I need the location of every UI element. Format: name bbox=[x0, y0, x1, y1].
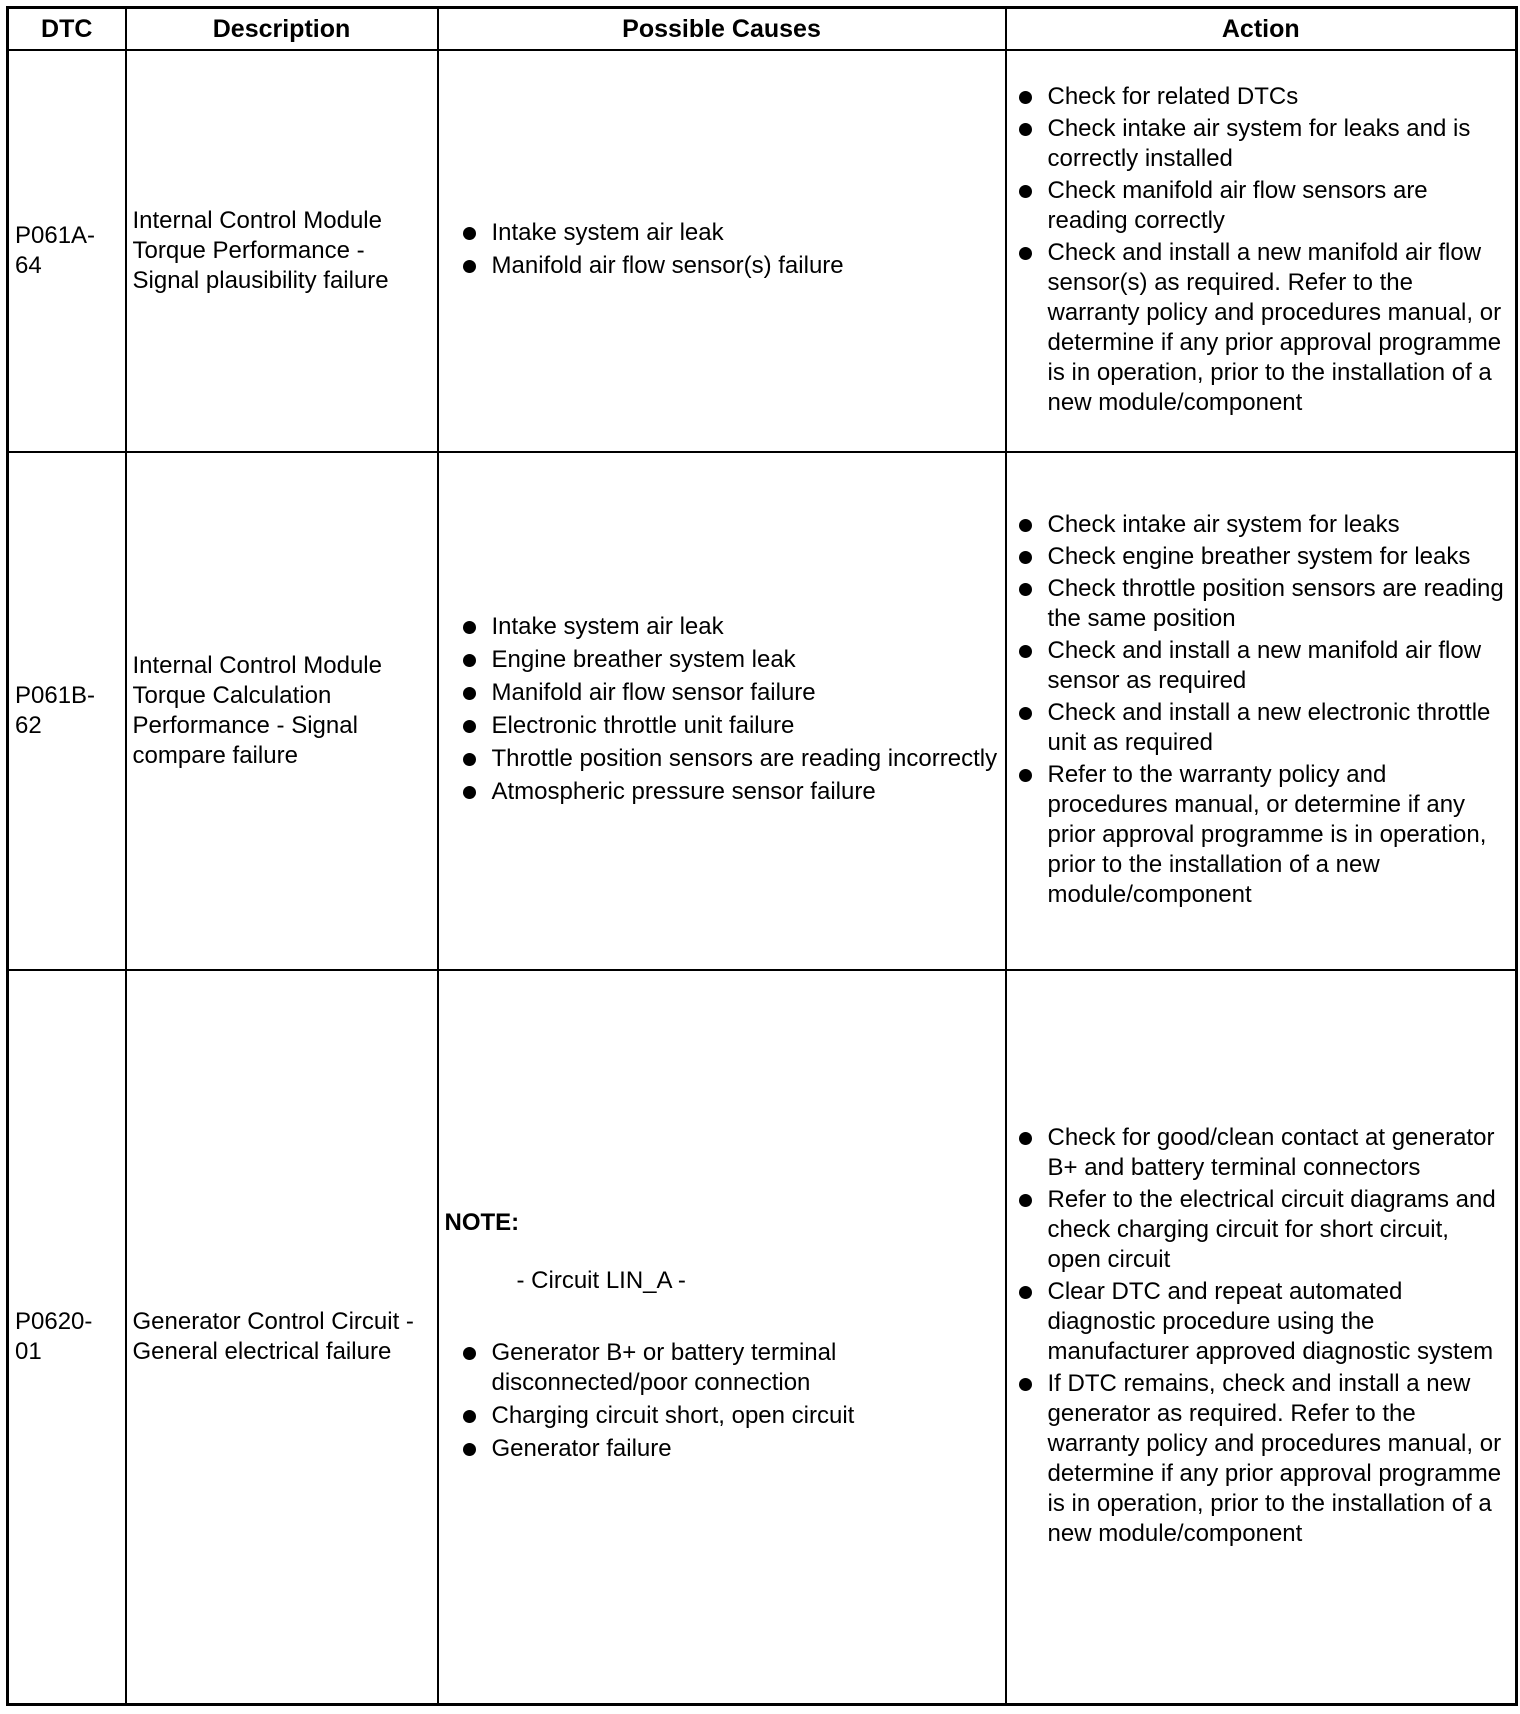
cause-item: Generator B+ or battery terminal disconnected/poor connection bbox=[445, 1338, 999, 1398]
dtc-description: Internal Control Module Torque Performance - Signal plausibility failure bbox=[126, 50, 438, 452]
note-text: - Circuit LIN_A - bbox=[516, 1266, 686, 1294]
cause-item: Charging circuit short, open circuit bbox=[445, 1401, 999, 1431]
action-item: Check throttle position sensors are reading the same position bbox=[1013, 574, 1510, 634]
action-cell bbox=[1006, 50, 1517, 452]
cause-item: Atmospheric pressure sensor failure bbox=[445, 777, 999, 807]
table-row bbox=[8, 50, 1517, 452]
action-item: Check for good/clean contact at generator B+ and battery terminal connectors bbox=[1013, 1123, 1510, 1183]
cause-item: Manifold air flow sensor failure bbox=[445, 678, 999, 708]
possible-causes-cell bbox=[438, 50, 1006, 452]
actions-list bbox=[1013, 82, 1510, 418]
action-item: Check intake air system for leaks and is correctly installed bbox=[1013, 114, 1510, 174]
possible-causes-cell bbox=[438, 452, 1006, 970]
action-item: Check and install a new manifold air flow sensor(s) as required. Refer to the warranty policy and procedures manual, or determine if any prior approval programme is in operation, prior to the installation of a new module/component bbox=[1013, 238, 1510, 418]
action-item: Check and install a new electronic throttle unit as required bbox=[1013, 698, 1510, 758]
dtc-code: P0620-01 bbox=[8, 970, 126, 1705]
action-item: Check engine breather system for leaks bbox=[1013, 542, 1510, 572]
header-possible-causes: Possible Causes bbox=[438, 8, 1006, 51]
causes-list bbox=[445, 218, 999, 281]
dtc-table bbox=[6, 6, 1518, 1706]
action-cell bbox=[1006, 452, 1517, 970]
dtc-description: Generator Control Circuit - General electrical failure bbox=[126, 970, 438, 1705]
possible-causes-cell bbox=[438, 970, 1006, 1705]
cause-item: Intake system air leak bbox=[445, 218, 999, 248]
cause-item: Intake system air leak bbox=[445, 612, 999, 642]
causes-list bbox=[445, 1338, 999, 1464]
cause-item: Engine breather system leak bbox=[445, 645, 999, 675]
action-cell bbox=[1006, 970, 1517, 1705]
action-item: Check intake air system for leaks bbox=[1013, 510, 1510, 540]
cause-item: Generator failure bbox=[445, 1434, 999, 1464]
table-row bbox=[8, 452, 1517, 970]
cause-item: Throttle position sensors are reading incorrectly bbox=[445, 744, 999, 774]
action-item: Refer to the warranty policy and procedures manual, or determine if any prior approval programme is in operation, prior to the installation of a new module/component bbox=[1013, 760, 1510, 910]
causes-list bbox=[445, 612, 999, 807]
action-item: Refer to the electrical circuit diagrams and check charging circuit for short circuit, open circuit bbox=[1013, 1185, 1510, 1275]
action-item: Check for related DTCs bbox=[1013, 82, 1510, 112]
dtc-description: Internal Control Module Torque Calculation Performance - Signal compare failure bbox=[126, 452, 438, 970]
actions-list bbox=[1013, 1123, 1510, 1549]
actions-list bbox=[1013, 510, 1510, 910]
action-item: Clear DTC and repeat automated diagnostic procedure using the manufacturer approved diagnostic system bbox=[1013, 1277, 1510, 1367]
header-action: Action bbox=[1006, 8, 1517, 51]
dtc-code: P061A-64 bbox=[8, 50, 126, 452]
dtc-code: P061B-62 bbox=[8, 452, 126, 970]
action-item: If DTC remains, check and install a new generator as required. Refer to the warranty policy and procedures manual, or determine if any prior approval programme is in operation, prior to the installation of a new module/component bbox=[1013, 1369, 1510, 1549]
cause-item: Manifold air flow sensor(s) failure bbox=[445, 251, 999, 281]
header-row bbox=[8, 8, 1517, 51]
action-item: Check manifold air flow sensors are reading correctly bbox=[1013, 176, 1510, 236]
header-dtc: DTC bbox=[8, 8, 126, 51]
action-item: Check and install a new manifold air flow sensor as required bbox=[1013, 636, 1510, 696]
table-row bbox=[8, 970, 1517, 1705]
cause-item: Electronic throttle unit failure bbox=[445, 711, 999, 741]
header-description: Description bbox=[126, 8, 438, 51]
note-title: NOTE: bbox=[444, 1208, 520, 1236]
